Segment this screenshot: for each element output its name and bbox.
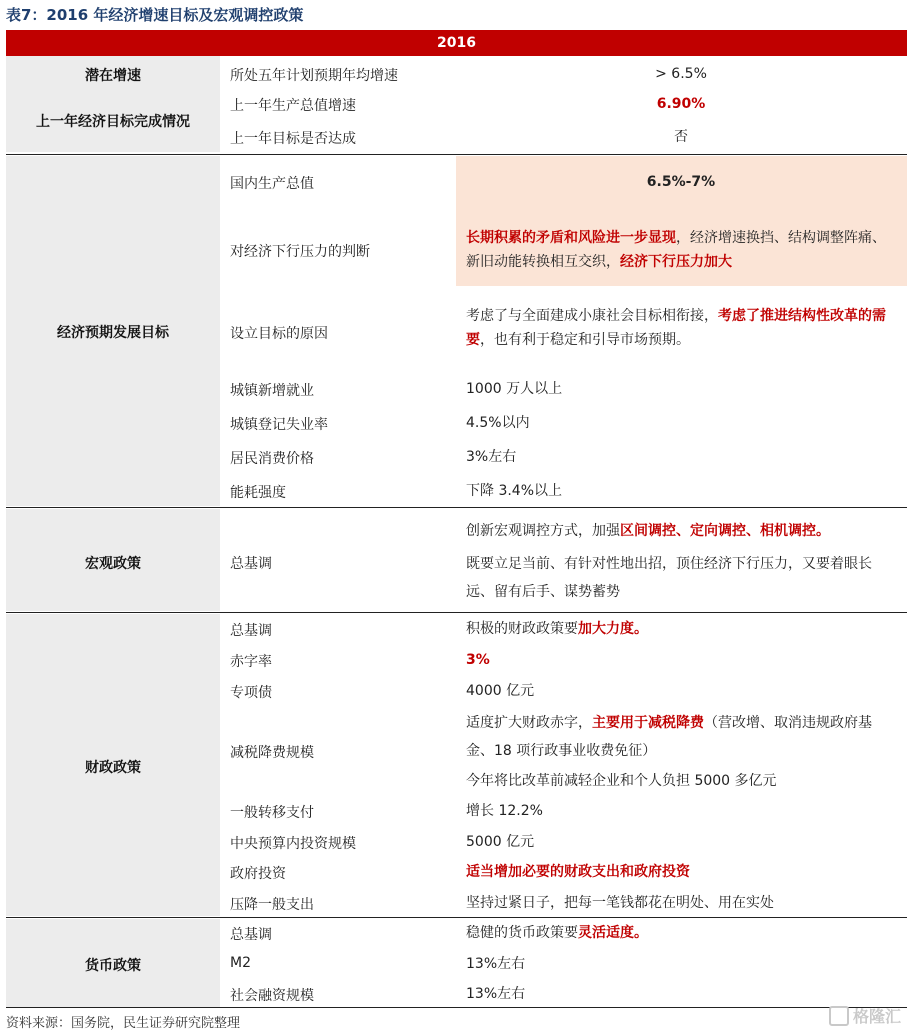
monetary-tone-key: 总基调 — [230, 927, 272, 943]
employment-key: 城镇新增就业 — [230, 383, 314, 399]
special-bond-key: 专项债 — [230, 685, 272, 701]
potential-value: > 6.5% — [655, 66, 707, 82]
tsf-key: 社会融资规模 — [230, 988, 314, 1004]
tax-value: 适度扩大财政赤字，主要用于减税降费（营改增、取消违规政府基金、18 项行政事业收费免征） — [466, 715, 872, 759]
central-invest-value: 5000 亿元 — [466, 834, 535, 850]
year-header — [6, 30, 907, 56]
fiscal-tone-value: 积极的财政政策要加大力度。 — [466, 621, 648, 637]
energy-key: 能耗强度 — [230, 485, 286, 501]
divider — [6, 917, 907, 918]
spending-key: 压降一般支出 — [230, 897, 314, 913]
divider — [6, 1007, 907, 1008]
gov-invest-value: 适当增加必要的财政支出和政府投资 — [466, 864, 690, 880]
monetary-tone-value: 稳健的货币政策要灵活适度。 — [466, 925, 648, 941]
energy-value: 下降 3.4%以上 — [466, 483, 563, 499]
potential-key: 所处五年计划预期年均增速 — [230, 68, 398, 84]
divider — [6, 612, 907, 613]
pressure-value: 长期积累的矛盾和风险进一步显现，经济增速换挡、结构调整阵痛、新旧动能转换相互交织，经济下行压力加大 — [466, 230, 886, 270]
goals-label: 经济预期发展目标 — [57, 325, 169, 341]
table-title: 表7：2016 年经济增速目标及宏观调控政策 — [6, 6, 304, 24]
spending-value: 坚持过紧日子，把每一笔钱都花在明处、用在实处 — [466, 895, 774, 911]
pressure-key: 对经济下行压力的判断 — [230, 244, 370, 260]
m2-value: 13%左右 — [466, 956, 526, 972]
prev-year-label: 上一年经济目标完成情况 — [36, 114, 190, 130]
monetary-label: 货币政策 — [85, 958, 141, 974]
cpi-key: 居民消费价格 — [230, 451, 314, 467]
prev-target-value: 否 — [674, 129, 688, 145]
divider — [6, 507, 907, 508]
fiscal-label: 财政政策 — [85, 760, 141, 776]
watermark-text: 格隆汇 — [852, 1007, 901, 1026]
watermark — [829, 1004, 901, 1027]
unemployment-value: 4.5%以内 — [466, 415, 530, 431]
employment-value: 1000 万人以上 — [466, 381, 563, 397]
transfer-value: 增长 12.2% — [466, 803, 543, 819]
tsf-value: 13%左右 — [466, 986, 526, 1002]
transfer-key: 一般转移支付 — [230, 805, 314, 821]
macro-line-2: 既要立足当前、有针对性地出招，顶住经济下行压力，又要着眼长远、留有后手、谋势蓄势 — [466, 556, 872, 600]
deficit-key: 赤字率 — [230, 654, 272, 670]
year-label: 2016 — [437, 35, 476, 51]
gdp-value: 6.5%-7% — [646, 174, 716, 190]
tax-key: 减税降费规模 — [230, 745, 314, 761]
potential-label: 潜在增速 — [85, 68, 141, 84]
macro-key: 总基调 — [230, 556, 272, 572]
prev-gdp-value: 6.90% — [656, 96, 706, 112]
fiscal-tone-key: 总基调 — [230, 623, 272, 639]
macro-line-1: 创新宏观调控方式，加强区间调控、定向调控、相机调控。 — [466, 523, 830, 539]
tax-value-2: 今年将比改革前减轻企业和个人负担 5000 多亿元 — [466, 773, 777, 789]
cpi-value: 3%左右 — [466, 449, 517, 465]
m2-key: M2 — [230, 955, 251, 971]
special-bond-value: 4000 亿元 — [466, 683, 535, 699]
divider — [6, 154, 907, 155]
central-invest-key: 中央预算内投资规模 — [230, 836, 356, 852]
gov-invest-key: 政府投资 — [230, 866, 286, 882]
reason-key: 设立目标的原因 — [230, 326, 328, 342]
prev-target-key: 上一年目标是否达成 — [230, 131, 356, 147]
watermark-logo-icon — [829, 1006, 849, 1026]
reason-value: 考虑了与全面建成小康社会目标相衔接，考虑了推进结构性改革的需要，也有利于稳定和引导市场预期。 — [466, 308, 886, 348]
source-note: 资料来源：国务院，民生证券研究院整理 — [6, 1016, 241, 1031]
macro-label: 宏观政策 — [85, 556, 141, 572]
deficit-value: 3% — [466, 652, 490, 668]
unemployment-key: 城镇登记失业率 — [230, 417, 328, 433]
gdp-key: 国内生产总值 — [230, 176, 314, 192]
prev-gdp-key: 上一年生产总值增速 — [230, 98, 356, 114]
